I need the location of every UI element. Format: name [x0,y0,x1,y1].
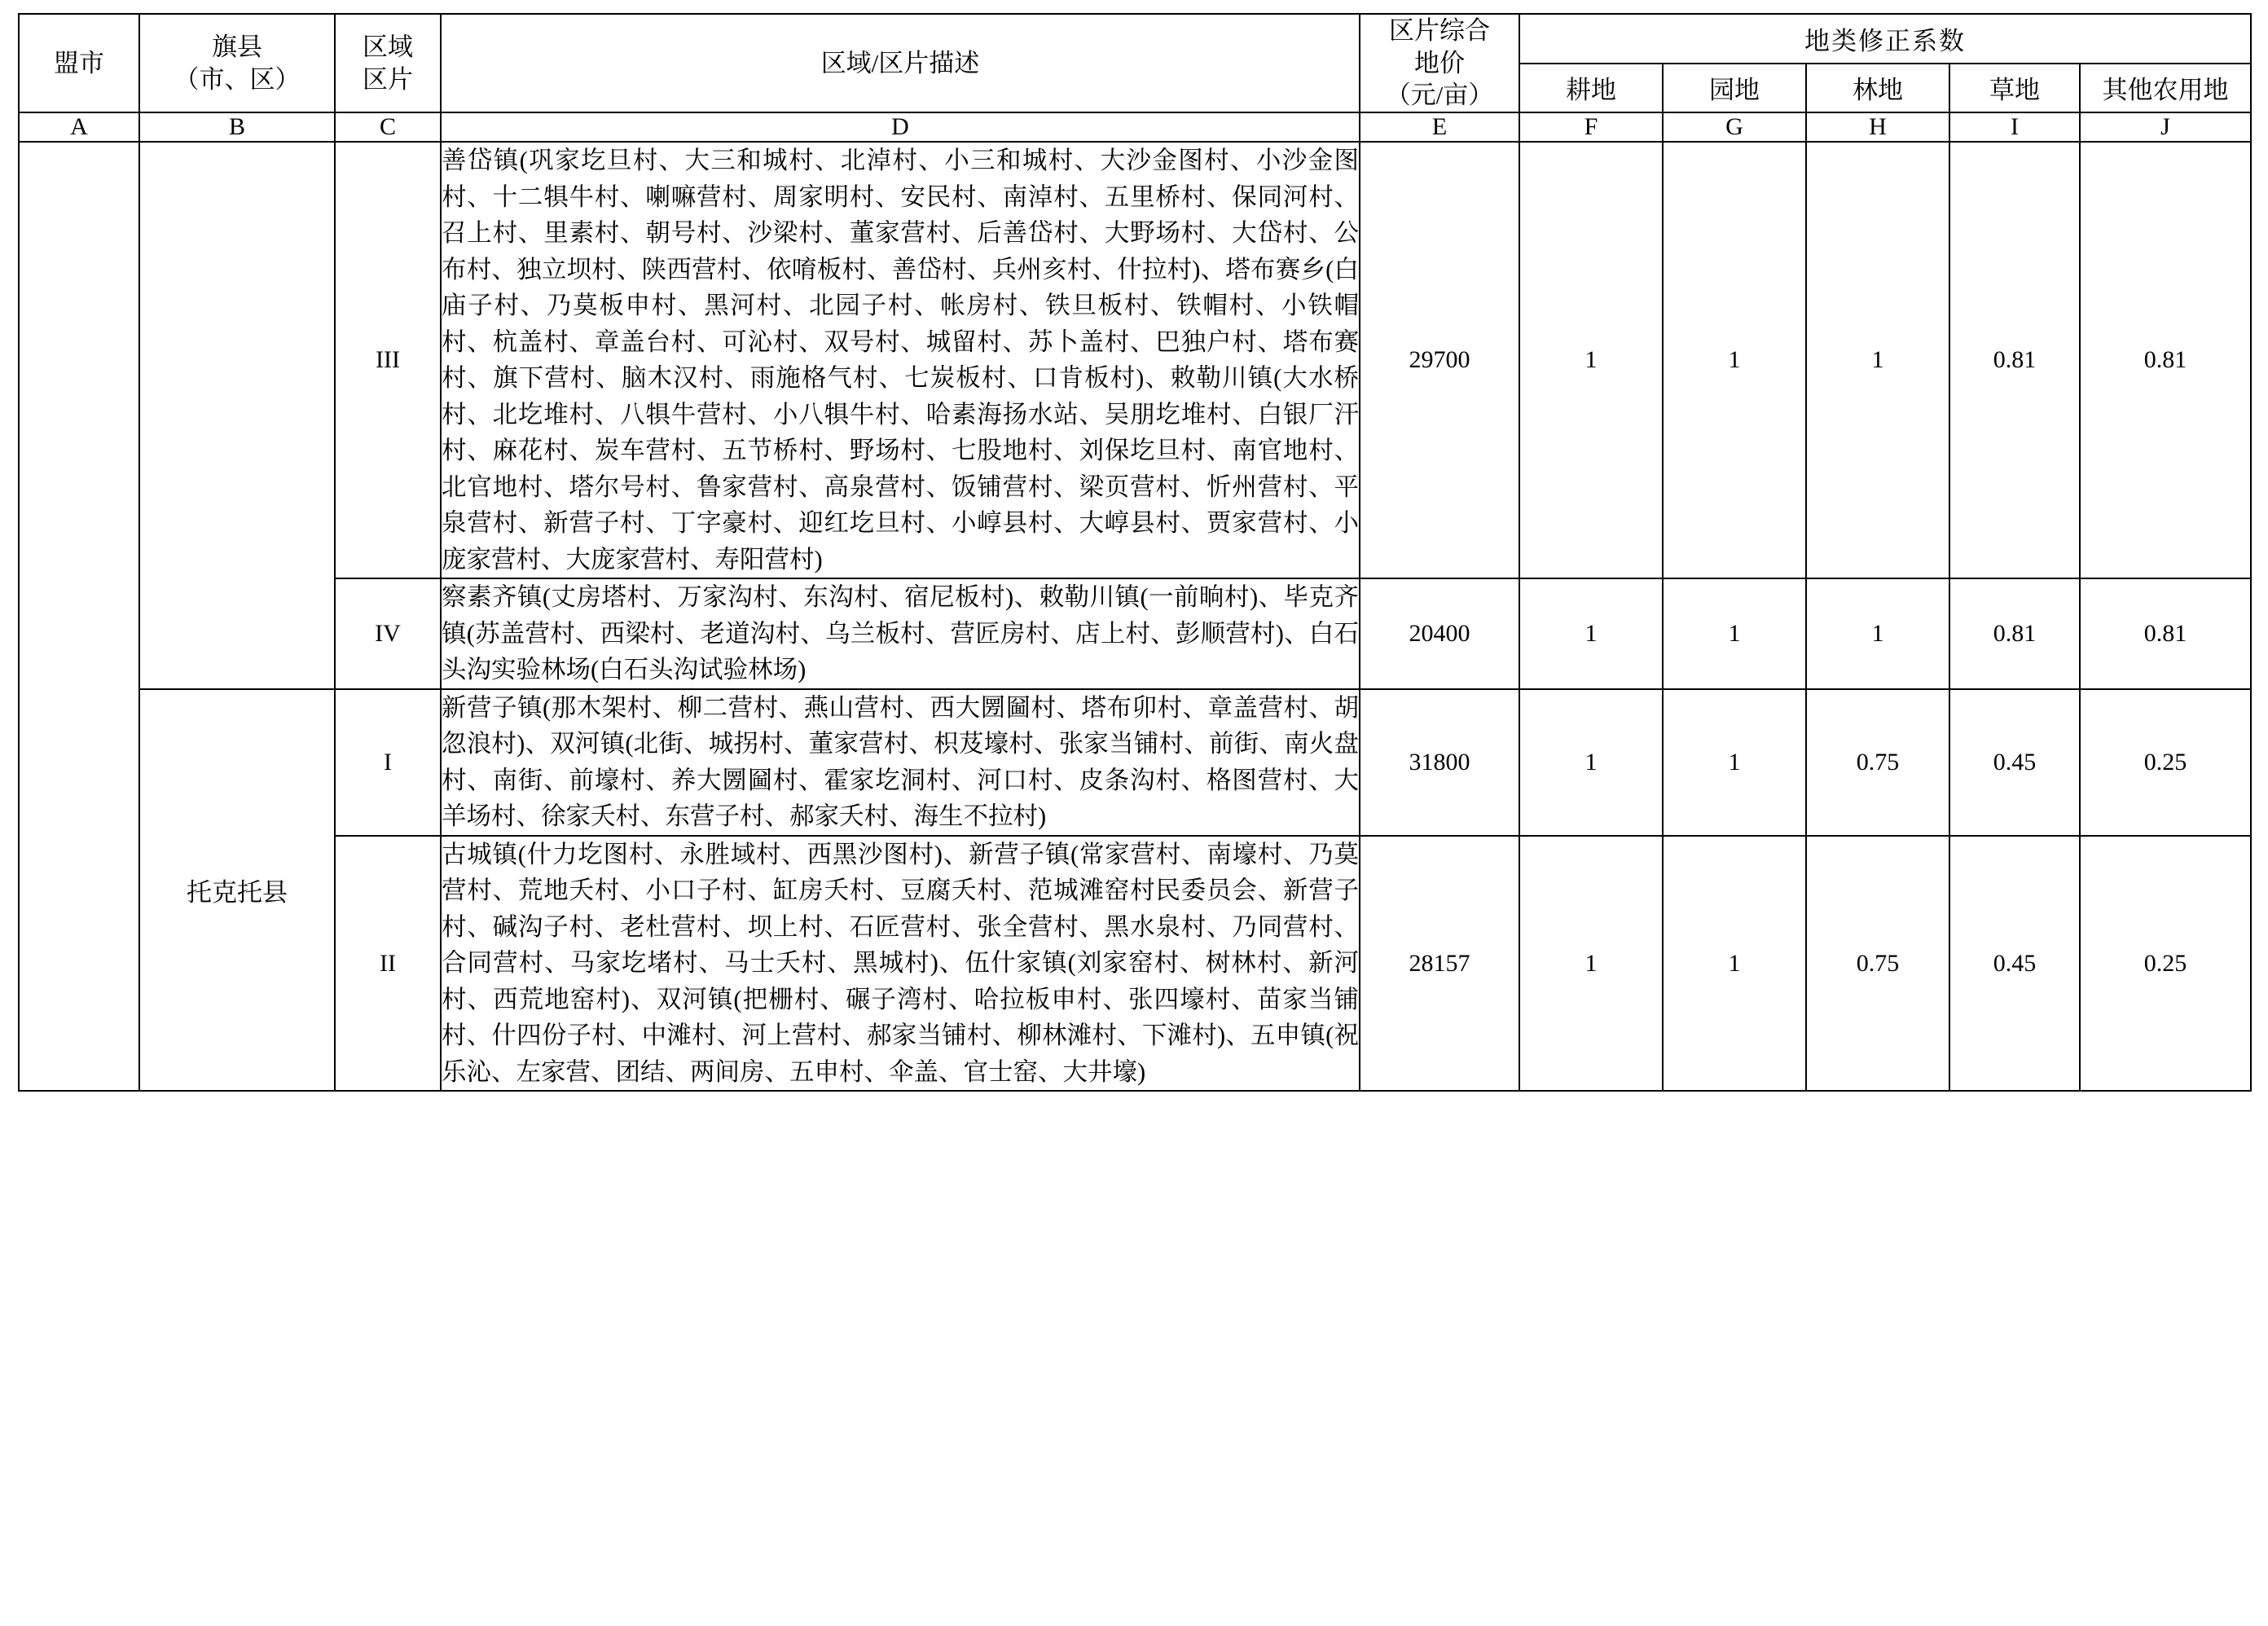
letter-i: I [1949,112,2080,142]
header-coef-caodi: 草地 [1949,64,2080,113]
cell-description: 古城镇(什力圪图村、永胜域村、西黑沙图村)、新营子镇(常家营村、南壕村、乃莫营村、荒地夭村、小口子村、缸房夭村、豆腐夭村、范城滩窑村民委员会、新营子村、碱沟子村、老杜营村、坝上村、石匠营村、张全营村、黑水泉村、乃同营村、合同营村、马家圪堵村、马士夭村、黑城村)、伍什家镇(刘家窑村、树林村、新河村、西荒地窑村)、双河镇(把栅村、碾子湾村、哈拉板申村、张四壕村、苗家当铺村、什四份子村、中滩村、河上营村、郝家当铺村、柳林滩村、下滩村)、五申镇(祝乐沁、左家营、团结、两间房、五申村、伞盖、官士窑、大井壕) [441,836,1360,1092]
cell-coef-lindi: 0.75 [1806,836,1949,1092]
letter-f: F [1519,112,1663,142]
cell-price: 28157 [1360,836,1519,1092]
cell-coef-gengdi: 1 [1519,836,1663,1092]
cell-county-empty [139,142,335,689]
cell-coef-qita: 0.25 [2080,689,2251,836]
land-price-table [18,13,2252,1092]
cell-zone: III [335,142,441,578]
cell-coef-gengdi: 1 [1519,689,1663,836]
cell-description: 善岱镇(巩家圪旦村、大三和城村、北淖村、小三和城村、大沙金图村、小沙金图村、十二犋牛村、喇嘛营村、周家明村、安民村、南淖村、五里桥村、保同河村、召上村、里素村、朝号村、沙梁村、董家营村、后善岱村、大野场村、大岱村、公布村、独立坝村、陕西营村、依唷板村、善岱村、兵州亥村、什拉村)、塔布赛乡(白庙子村、乃莫板申村、黑河村、北园子村、帐房村、铁旦板村、铁帽村、小铁帽村、杭盖村、章盖台村、可沁村、双号村、城留村、苏卜盖村、巴独户村、塔布赛村、旗下营村、脑木汉村、雨施格气村、七炭板村、口肯板村)、敕勒川镇(大水桥村、北圪堆村、八犋牛营村、小八犋牛村、哈素海扬水站、吴朋圪堆村、白银厂汗村、麻花村、炭车营村、五节桥村、野场村、七股地村、刘保圪旦村、南官地村、北官地村、塔尔号村、鲁家营村、高泉营村、饭铺营村、梁页营村、忻州营村、平泉营村、新营子村、丁字豪村、迎红圪旦村、小崞县村、大崞县村、贾家营村、小庞家营村、大庞家营村、寿阳营村) [441,142,1360,578]
header-county: 旗县 （市、区） [139,14,335,112]
letter-b: B [139,112,335,142]
cell-coef-qita: 0.81 [2080,578,2251,689]
table-row [19,836,2251,1092]
cell-coef-yuandi: 1 [1663,578,1806,689]
table-row [19,689,2251,836]
letter-c: C [335,112,441,142]
table-row [19,578,2251,689]
letter-a: A [19,112,139,142]
letter-e: E [1360,112,1519,142]
letter-j: J [2080,112,2251,142]
cell-coef-caodi: 0.81 [1949,578,2080,689]
table-row [19,142,2251,578]
cell-coef-lindi: 1 [1806,142,1949,578]
cell-coef-gengdi: 1 [1519,142,1663,578]
cell-coef-yuandi: 1 [1663,142,1806,578]
cell-price: 31800 [1360,689,1519,836]
header-coef-qita: 其他农用地 [2080,64,2251,113]
cell-coef-yuandi: 1 [1663,689,1806,836]
cell-coef-caodi: 0.81 [1949,142,2080,578]
cell-zone: I [335,689,441,836]
cell-description: 察素齐镇(丈房塔村、万家沟村、东沟村、宿尼板村)、敕勒川镇(一前晌村)、毕克齐镇(苏盖营村、西梁村、老道沟村、乌兰板村、营匠房村、店上村、彭顺营村)、白石头沟实验林场(白石头沟试验林场) [441,578,1360,689]
table-header-row-1 [19,14,2251,64]
cell-city [19,142,139,1091]
cell-price: 20400 [1360,578,1519,689]
cell-price: 29700 [1360,142,1519,578]
column-letter-row [19,112,2251,142]
header-coef-yuandi: 园地 [1663,64,1806,113]
cell-zone: II [335,836,441,1092]
header-coefficient-group: 地类修正系数 [1519,14,2251,64]
header-description: 区域/区片描述 [441,14,1360,112]
letter-h: H [1806,112,1949,142]
header-price: 区片综合 地价 （元/亩） [1360,14,1519,112]
cell-coef-qita: 0.81 [2080,142,2251,578]
header-coef-lindi: 林地 [1806,64,1949,113]
header-city: 盟市 [19,14,139,112]
header-zone: 区域 区片 [335,14,441,112]
cell-coef-yuandi: 1 [1663,836,1806,1092]
cell-coef-caodi: 0.45 [1949,689,2080,836]
cell-coef-caodi: 0.45 [1949,836,2080,1092]
cell-coef-gengdi: 1 [1519,578,1663,689]
letter-g: G [1663,112,1806,142]
cell-coef-lindi: 1 [1806,578,1949,689]
cell-county: 托克托县 [139,689,335,1092]
header-coef-gengdi: 耕地 [1519,64,1663,113]
letter-d: D [441,112,1360,142]
cell-coef-qita: 0.25 [2080,836,2251,1092]
cell-coef-lindi: 0.75 [1806,689,1949,836]
cell-zone: IV [335,578,441,689]
cell-description: 新营子镇(那木架村、柳二营村、燕山营村、西大圐圙村、塔布卯村、章盖营村、胡忽浪村)、双河镇(北街、城拐村、董家营村、枳芨壕村、张家当铺村、前街、南火盘村、南街、前壕村、养大圐圙村、霍家圪洞村、河口村、皮条沟村、格图营村、大羊场村、徐家夭村、东营子村、郝家夭村、海生不拉村) [441,689,1360,836]
